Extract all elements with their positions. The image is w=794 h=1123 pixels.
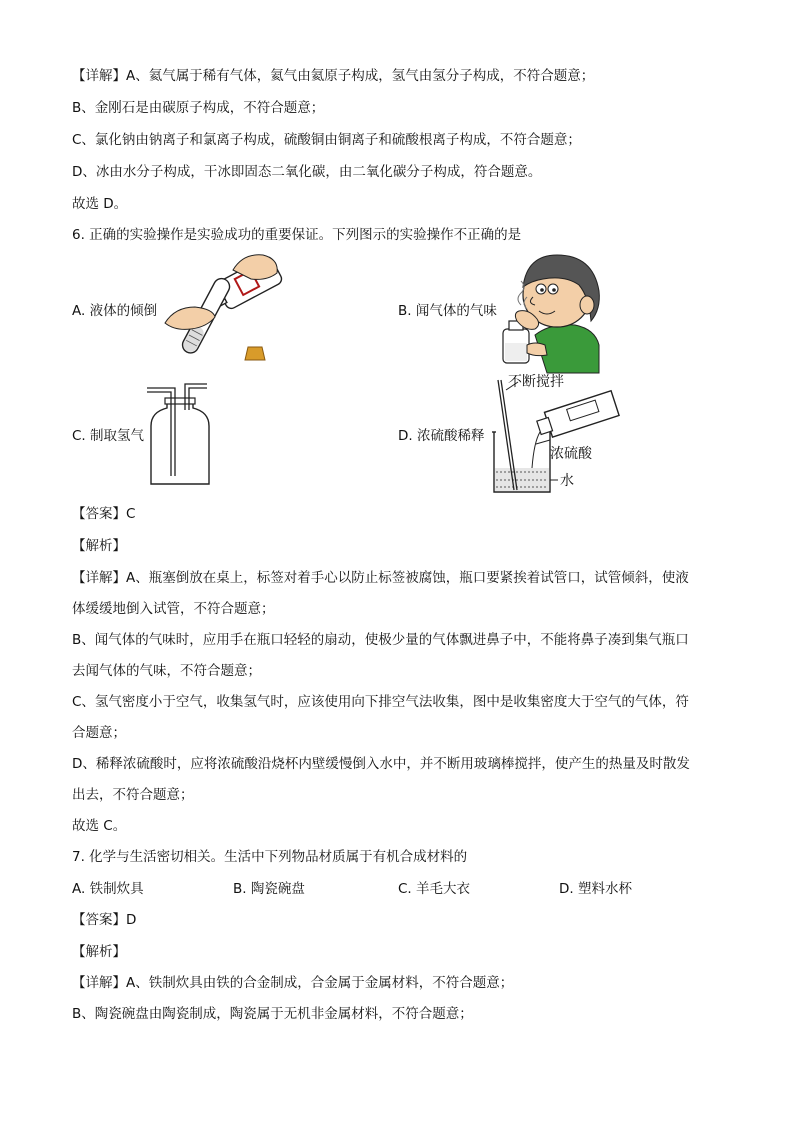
explanation-line: B、陶瓷碗盘由陶瓷制成，陶瓷属于无机非金属材料，不符合题意；: [72, 1006, 473, 1022]
figure-acid-dilution: [488, 372, 620, 497]
analysis-label: 【解析】: [72, 944, 126, 960]
option-c-label: C. 制取氢气: [72, 428, 145, 444]
label-stir: 不断搅拌: [508, 374, 564, 390]
conclusion-line: 故选 C。: [72, 818, 127, 834]
question-6-stem: 6. 正确的实验操作是实验成功的重要保证。下列图示的实验操作不正确的是: [72, 227, 522, 243]
explanation-line: C、氢气密度小于空气，收集氢气时，应该使用向下排空气法收集，图中是收集密度大于空气的气体，符: [72, 694, 689, 710]
option-b-label: B. 闻气体的气味: [398, 303, 497, 319]
answer-label: 【答案】D: [72, 912, 137, 928]
figure-pouring-liquid: [155, 245, 290, 370]
option-c-label: C. 羊毛大衣: [398, 881, 471, 897]
option-d-label: D. 塑料水杯: [559, 881, 632, 897]
explanation-line: D、冰由水分子构成，干冰即固态二氧化碳，由二氧化碳分子构成，符合题意。: [72, 164, 542, 180]
figure-hydrogen-apparatus: [145, 380, 215, 490]
option-d-label: D. 浓硫酸稀释: [398, 428, 485, 444]
explanation-line: 【详解】A、瓶塞倒放在桌上，标签对着手心以防止标签被腐蚀，瓶口要紧挨着试管口，试管倾斜，使液: [72, 570, 689, 586]
explanation-line: D、稀释浓硫酸时，应将浓硫酸沿烧杯内壁缓慢倒入水中，并不断用玻璃棒搅拌，使产生的热量及时散发: [72, 756, 690, 772]
label-water: 水: [560, 473, 574, 489]
option-b-label: B. 陶瓷碗盘: [233, 881, 305, 897]
option-a-label: A. 铁制炊具: [72, 881, 144, 897]
explanation-line: C、氯化钠由钠离子和氯离子构成，硫酸铜由铜离子和硫酸根离子构成，不符合题意；: [72, 132, 581, 148]
explanation-line: 合题意；: [72, 725, 126, 741]
label-conc-acid: 浓硫酸: [550, 446, 592, 462]
explanation-line: B、金刚石是由碳原子构成，不符合题意；: [72, 100, 325, 116]
figure-smelling-gas: [495, 245, 610, 375]
question-7-stem: 7. 化学与生活密切相关。生活中下列物品材质属于有机合成材料的: [72, 849, 468, 865]
explanation-line: 出去，不符合题意；: [72, 787, 194, 803]
conclusion-line: 故选 D。: [72, 196, 128, 212]
answer-label: 【答案】C: [72, 506, 136, 522]
explanation-line: 【详解】A、铁制炊具由铁的合金制成，合金属于金属材料，不符合题意；: [72, 975, 514, 991]
explanation-line: 体缓缓地倒入试管，不符合题意；: [72, 601, 275, 617]
explanation-line: 去闻气体的气味，不符合题意；: [72, 663, 261, 679]
explanation-line: B、闻气体的气味时，应用手在瓶口轻轻的扇动，使极少量的气体飘进鼻子中，不能将鼻子凑到集气瓶口: [72, 632, 689, 648]
explanation-line: 【详解】A、氦气属于稀有气体，氦气由氦原子构成，氢气由氢分子构成，不符合题意；: [72, 68, 595, 84]
option-a-label: A. 液体的倾倒: [72, 303, 158, 319]
analysis-label: 【解析】: [72, 538, 126, 554]
